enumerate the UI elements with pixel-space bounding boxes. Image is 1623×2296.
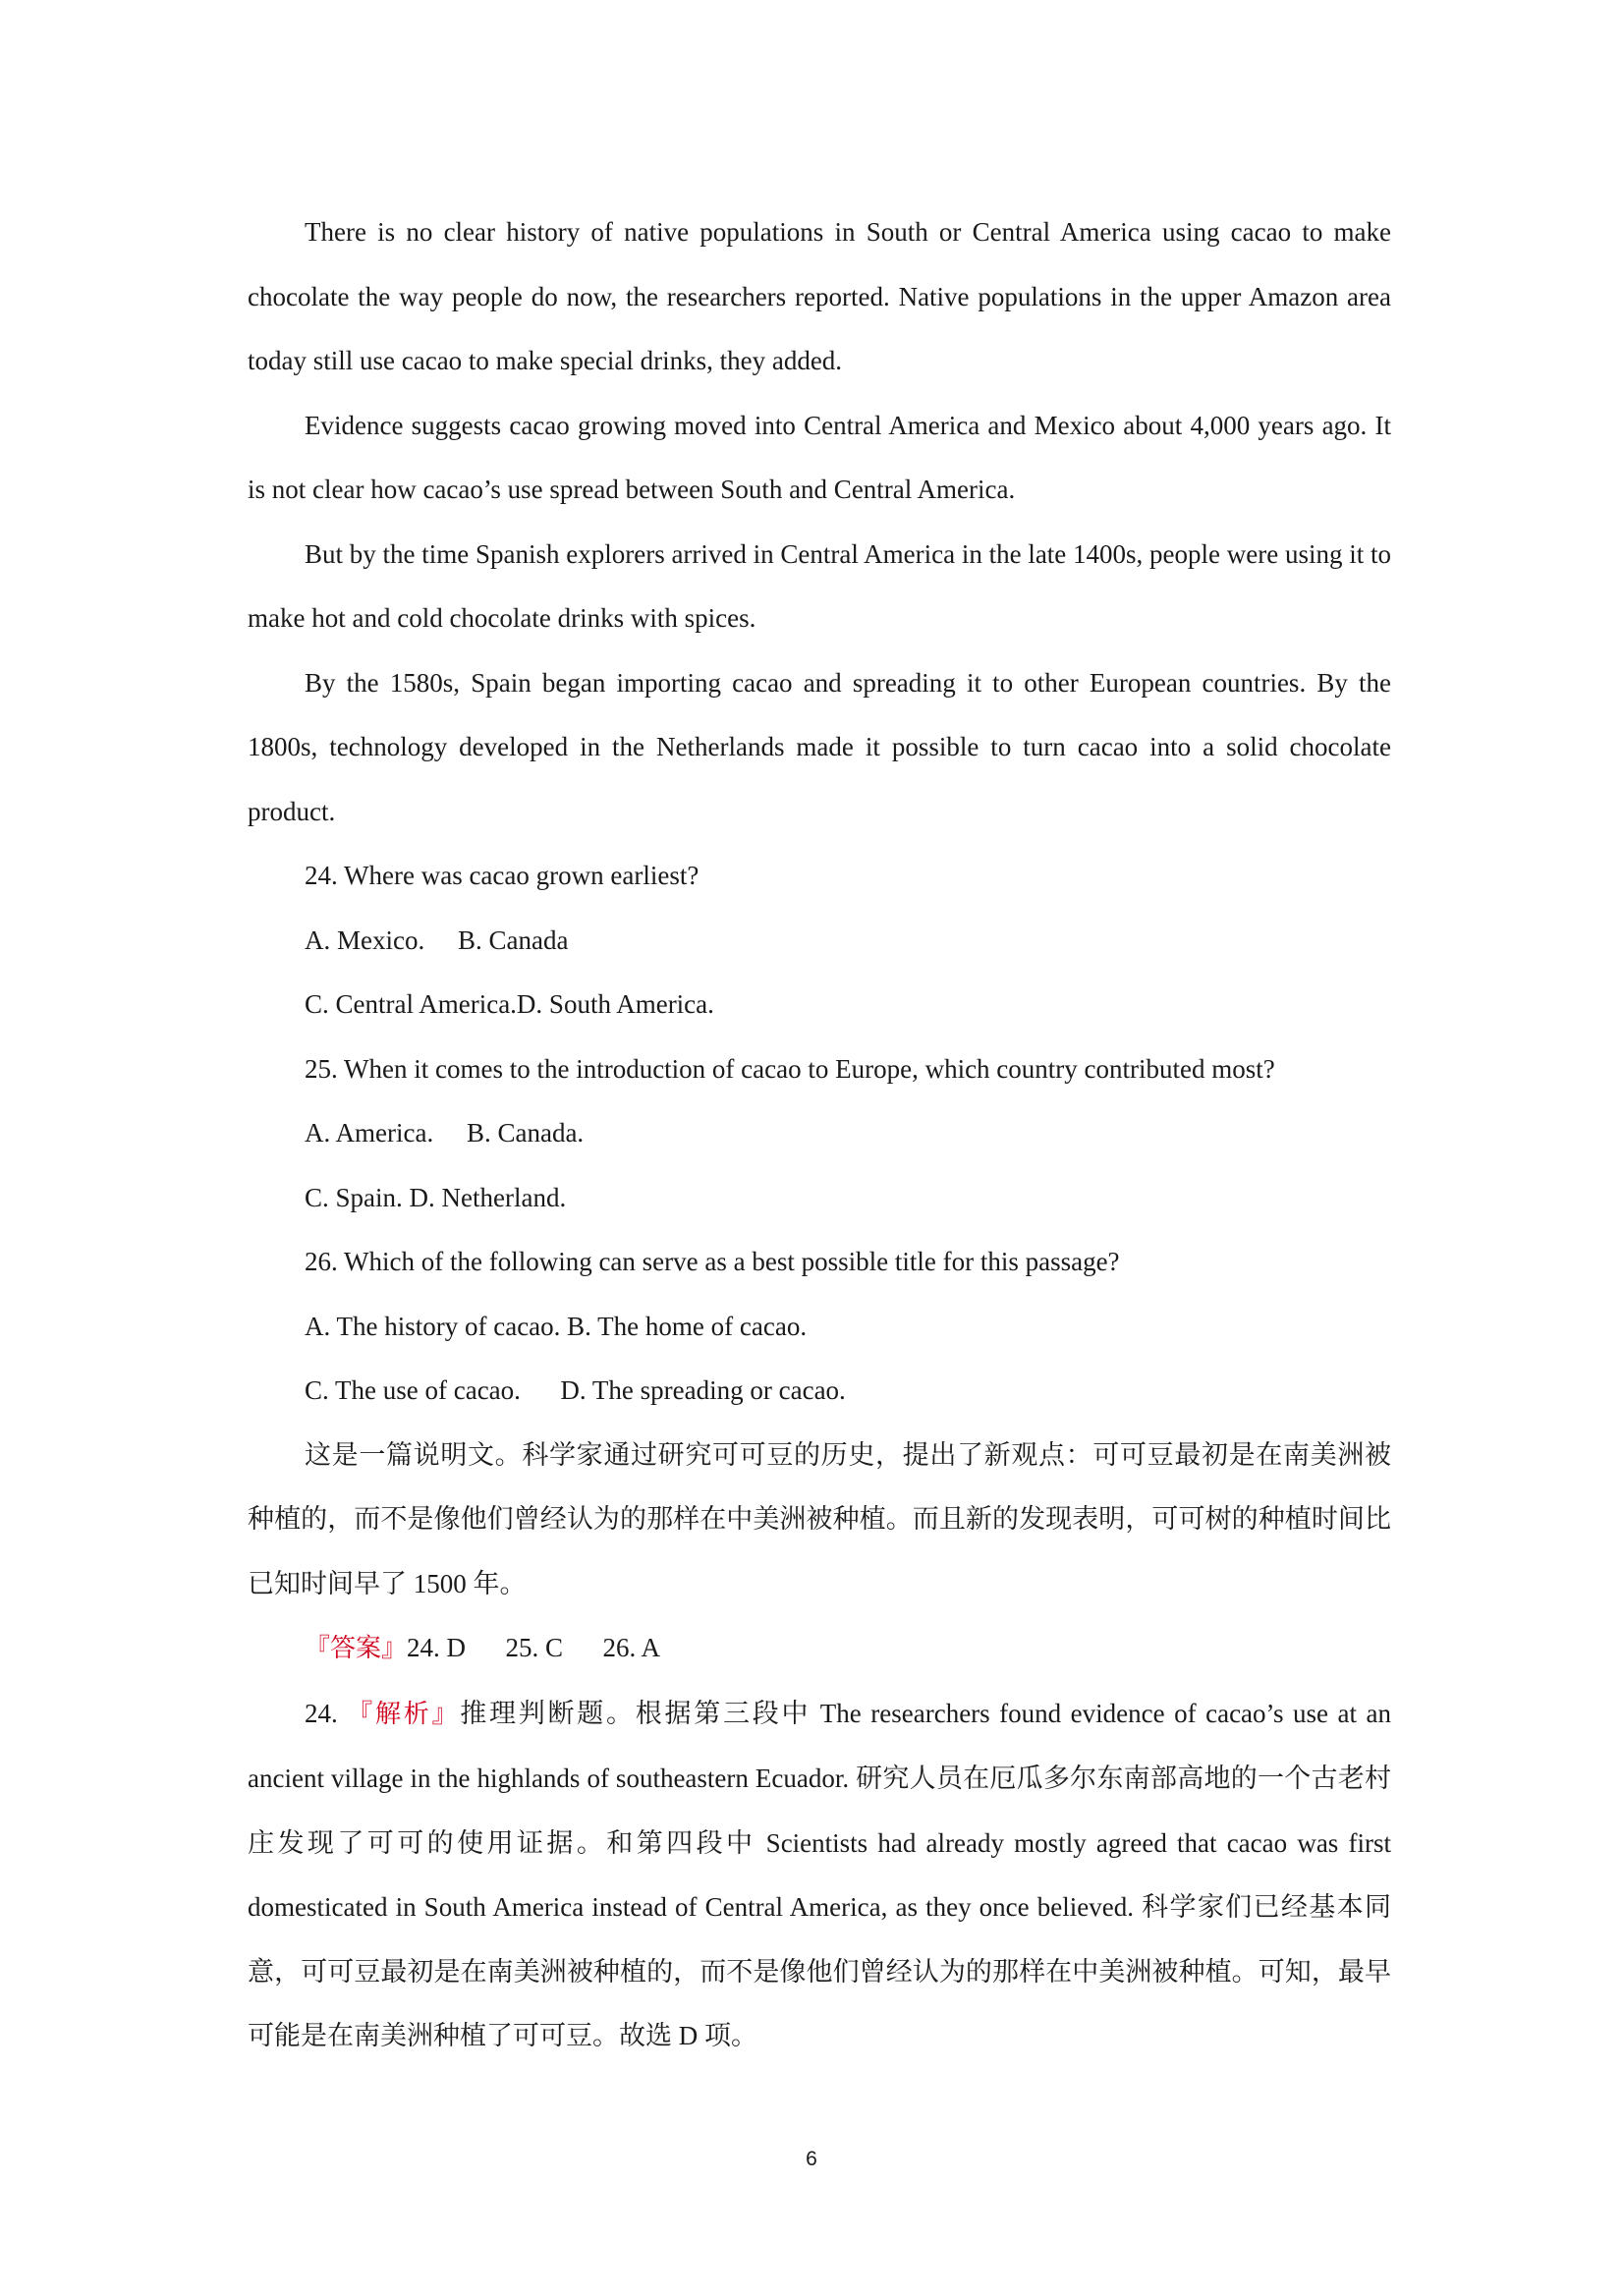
question-26-options-ab: A. The history of cacao. B. The home of cacao. (305, 1311, 808, 1341)
question-24-options-cd: C. Central America.D. South America. (305, 989, 714, 1019)
passage-summary: 这是一篇说明文。科学家通过研究可可豆的历史，提出了新观点：可可豆最初是在南美洲被种植的，而不是像他们曾经认为的那样在中美洲被种植。而且新的发现表明，可可树的种植时间比已知时间早了 1500 年。 (248, 1439, 1391, 1598)
page-number: 6 (806, 2148, 817, 2170)
passage-paragraph-2: Evidence suggests cacao growing moved into Central America and Mexico about 4,000 years ago. It is not clear how cacao’s use spread between South and Central America. (248, 410, 1391, 504)
question-25-stem: 25. When it comes to the introduction of cacao to Europe, which country contributed most? (305, 1053, 1275, 1084)
analysis-text: 推理判断题。根据第三段中 The researchers found evidence of cacao’s use at an ancient village in the highlands of southeastern Ecuador. 研究人员在厄瓜多尔东南部高地的一个古老村庄发现了可可的使用证据。和第四段中 Scientists had already mostly agreed that cacao was first domesticated in South America instead of Central America, as they once believed. 科学家们已经基本同意，可可豆最初是在南美洲被种植的，而不是像他们曾经认为的那样在中美洲被种植。可知，最早可能是在南美洲种植了可可豆。故选 D 项。 (248, 1698, 1392, 2050)
question-24-options-ab: A. Mexico. B. Canada (305, 924, 569, 955)
question-25-options-cd: C. Spain. D. Netherland. (305, 1182, 567, 1212)
question-26-options-cd: C. The use of cacao. D. The spreading or cacao. (305, 1375, 846, 1405)
answer-text: 24. D 25. C 26. A (407, 1633, 661, 1662)
answer-tag: 『答案』 (305, 1634, 408, 1663)
page-body (248, 200, 1391, 2069)
analysis-tag: 『解析』 (347, 1699, 461, 1729)
question-24-stem: 24. Where was cacao grown earliest? (305, 861, 700, 890)
passage-paragraph-1: There is no clear history of native populations in South or Central America using cacao to make chocolate the way people do now, the researchers reported. Native populations in the upper Amazon area today still use cacao to make special drinks, they added. (248, 217, 1391, 375)
question-25-options-ab: A. America. B. Canada. (305, 1118, 585, 1148)
analysis-24 (248, 1682, 1391, 2069)
passage-paragraph-3: But by the time Spanish explorers arrived in Central America in the late 1400s, people were using it to make hot and cold chocolate drinks with spices. (248, 538, 1391, 633)
passage-paragraph-4: By the 1580s, Spain began importing cacao and spreading it to other European countries. By the 1800s, technology developed in the Netherlands made it possible to turn cacao into a solid chocolate product. (248, 667, 1391, 826)
answer-line (248, 1616, 1391, 1682)
analysis-number: 24. (305, 1698, 348, 1728)
question-26-stem: 26. Which of the following can serve as a best possible title for this passage? (305, 1247, 1120, 1276)
